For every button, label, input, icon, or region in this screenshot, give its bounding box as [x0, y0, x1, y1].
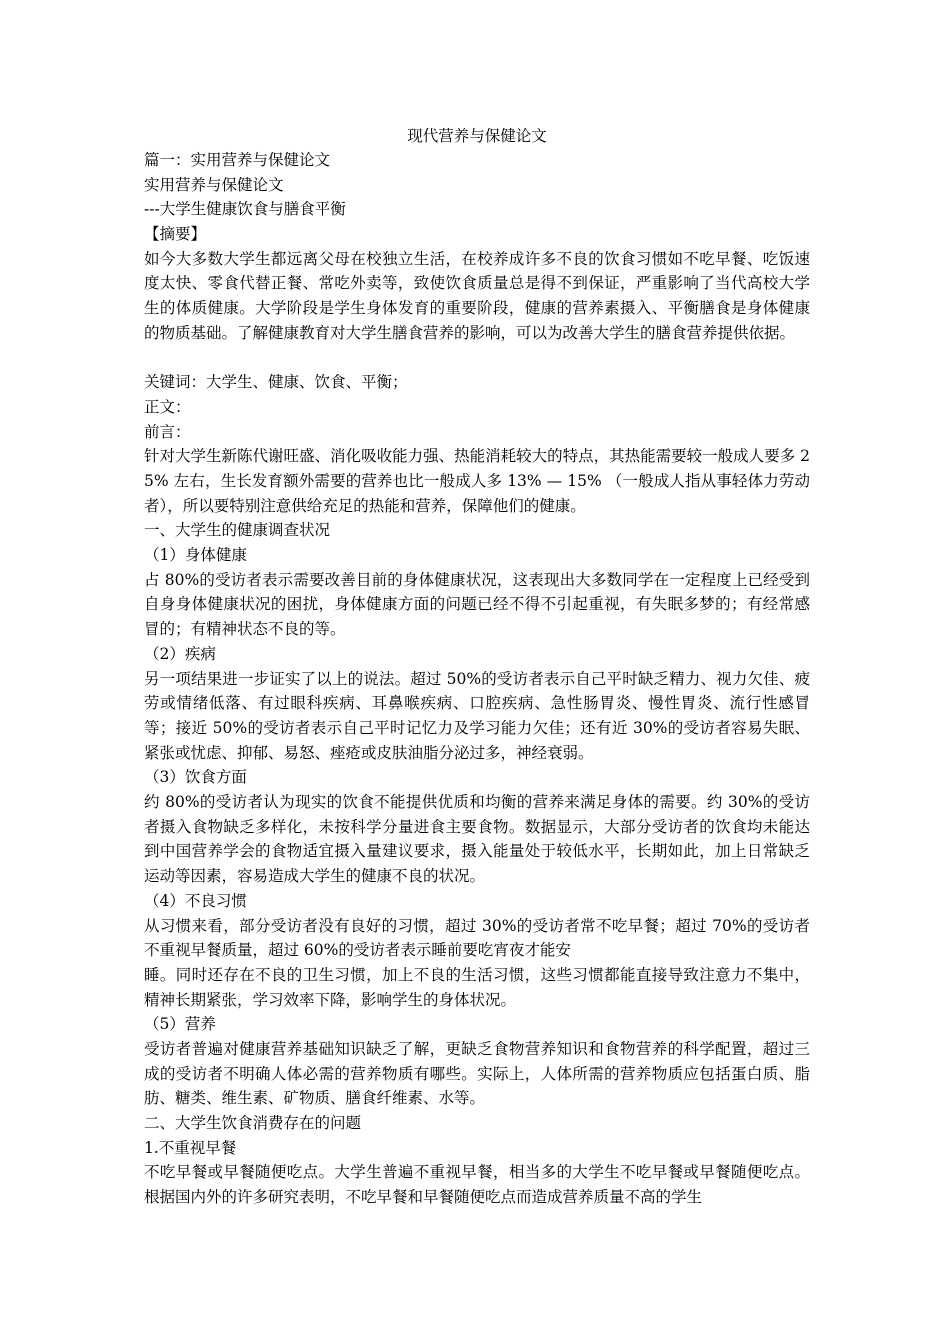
paper-subtitle: ---大学生健康饮食与膳食平衡: [144, 200, 346, 219]
section-heading: 篇一：实用营养与保健论文: [144, 151, 331, 169]
abstract-paragraph: 如今大多数大学生都远离父母在校独立生活，在校养成许多不良的饮食习惯如不吃早餐、吃饭速度太快、零食代替正餐、常吃外卖等，致使饮食质量总是得不到保证，严重影响了当代高校大学生的体质健康。大学阶段是学生身体发育的重要阶段，健康的营养素摄入、平衡膳食是身体健康的物质基础。了解健康教育对大学生膳食营养的影响，可以为改善大学生的膳食营养提供依据。: [144, 249, 810, 342]
subsection-2-heading: （2）疾病: [144, 644, 216, 663]
preface-heading: 前言：: [144, 422, 191, 441]
subsection-4-heading: （4）不良习惯: [144, 891, 247, 910]
section-2-heading: 二、大学生饮食消费存在的问题: [144, 1114, 362, 1133]
subsection-1-paragraph: 占 80%的受访者表示需要改善目前的身体健康状况，这表现出大多数同学在一定程度上已经受到自身身体健康状况的困扰，身体健康方面的问题已经不得不引起重视，有失眠多梦的；有经常感冒的；有精神状态不良的等。: [144, 570, 810, 639]
subsection-2-paragraph: 另一项结果进一步证实了以上的说法。超过 50%的受访者表示自己平时缺乏精力、视力欠佳、疲劳或情绪低落、有过眼科疾病、耳鼻喉疾病、口腔疾病、急性肠胃炎、慢性胃炎、流行性感冒等；接近 50%的受访者表示自己平时记忆力及学习能力欠佳；还有近 30%的受访者容易失眠、紧张或忧虑、抑郁、易怒、痤疮或皮肤油脂分泌过多，神经衰弱。: [144, 669, 810, 762]
paper-title: 实用营养与保健论文: [144, 175, 284, 194]
subsection-5-paragraph: 受访者普遍对健康营养基础知识缺乏了解，更缺乏食物营养知识和食物营养的科学配置，超过三成的受访者不明确人体必需的营养物质有哪些。实际上，人体所需的营养物质应包括蛋白质、脂肪、糖类、维生素、矿物质、膳食纤维素、水等。: [144, 1040, 810, 1108]
abstract-heading: 【摘要】: [144, 225, 207, 244]
preface-paragraph: 针对大学生新陈代谢旺盛、消化吸收能力强、热能消耗较大的特点，其热能需要较一般成人要多 25% 左右，生长发育额外需要的营养也比一般成人多 13% — 15% （一般成人指从事轻体力劳动者），所以要特别注意供给充足的热能和营养，保障他们的健康。: [144, 447, 810, 515]
subsection-3-heading: （3）饮食方面: [144, 768, 247, 787]
subsection-5-heading: （5）营养: [144, 1015, 216, 1034]
subsection-4-paragraph-b: 睡。同时还存在不良的卫生习惯，加上不良的生活习惯，这些习惯都能直接导致注意力不集中，精神长期紧张，学习效率下降，影响学生的身体状况。: [144, 965, 810, 1009]
subsection-2-1-paragraph: 不吃早餐或早餐随便吃点。大学生普遍不重视早餐，相当多的大学生不吃早餐或早餐随便吃点。根据国内外的许多研究表明，不吃早餐和早餐随便吃点而造成营养质量不高的学生: [144, 1163, 810, 1207]
body-heading: 正文：: [144, 397, 191, 416]
subsection-2-1-heading: 1.不重视早餐: [144, 1138, 237, 1157]
document-title: 现代营养与保健论文: [407, 127, 547, 145]
subsection-1-heading: （1）身体健康: [144, 546, 247, 565]
subsection-3-paragraph: 约 80%的受访者认为现实的饮食不能提供优质和均衡的营养来满足身体的需要。约 30%的受访者摄入食物缺乏多样化，未按科学分量进食主要食物。数据显示，大部分受访者的饮食均未能达到中国营养学会的食物适宜摄入量建议要求，摄入能量处于较低水平，长期如此，加上日常缺乏运动等因素，容易造成大学生的健康不良的状况。: [144, 793, 810, 886]
section-1-heading: 一、大学生的健康调查状况: [144, 521, 331, 540]
keywords: 关键词：大学生、健康、饮食、平衡；: [144, 373, 408, 392]
document-page: [144, 124, 810, 1210]
document-body: [144, 148, 810, 1210]
subsection-4-paragraph-a: 从习惯来看，部分受访者没有良好的习惯，超过 30%的受访者常不吃早餐；超过 70%的受访者不重视早餐质量，超过 60%的受访者表示睡前要吃宵夜才能安: [144, 916, 810, 960]
